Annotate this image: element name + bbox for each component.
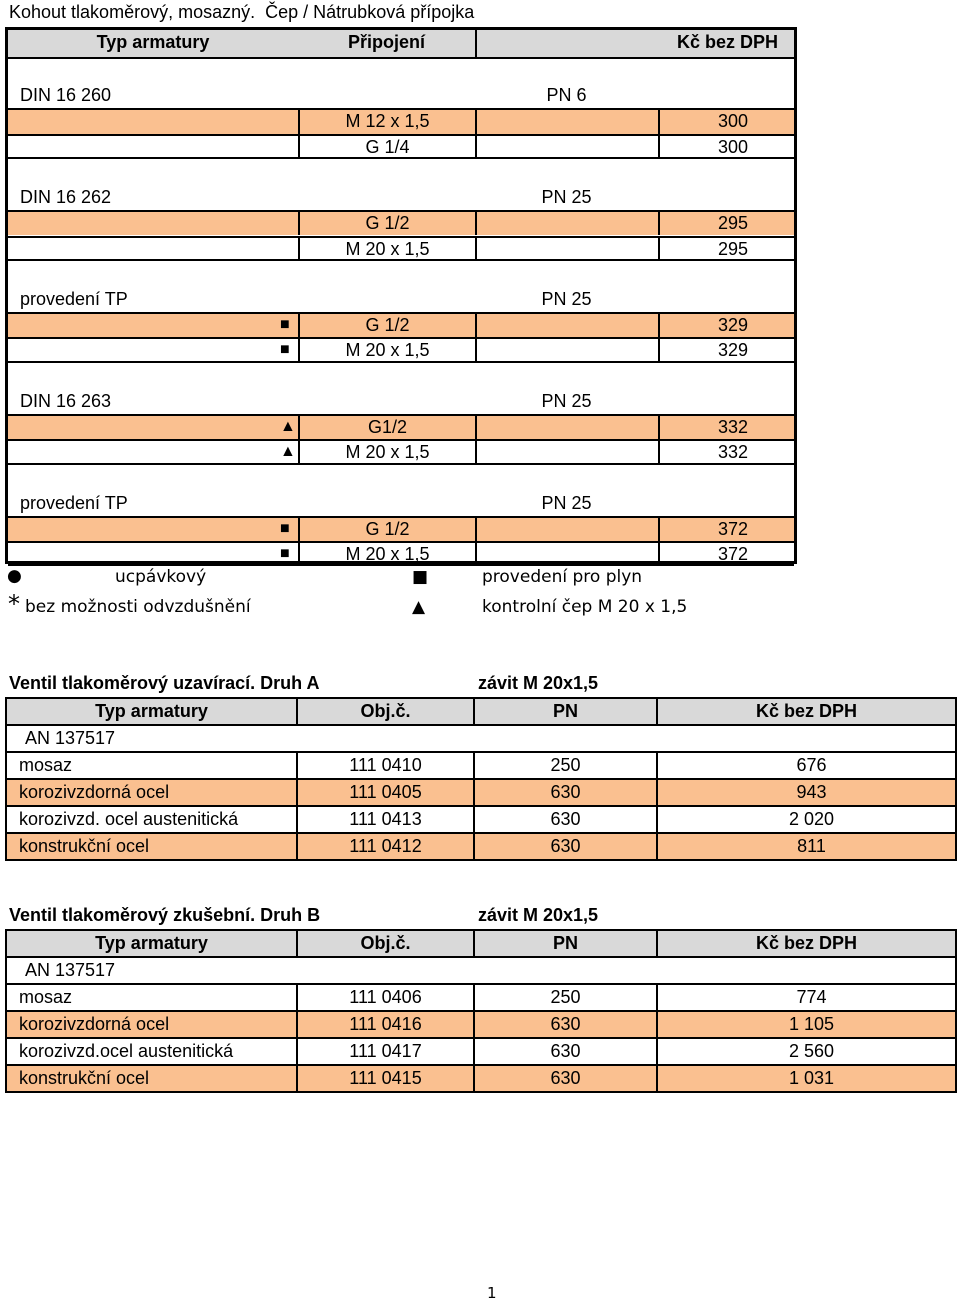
header-connection: Připojení [347, 32, 425, 52]
cell-pn: 630 [475, 1066, 658, 1091]
row-marker: ■ [280, 519, 290, 537]
cell-type: mosaz [7, 753, 298, 778]
divider [475, 543, 477, 564]
table-row [8, 312, 794, 337]
header-price: Kč bez DPH [676, 32, 778, 52]
group-row [8, 287, 794, 312]
table-row [8, 337, 794, 362]
cell-price: 1 105 [788, 1014, 835, 1034]
group-pn: PN 25 [541, 186, 592, 207]
table-row [8, 134, 794, 159]
table-row [8, 236, 794, 261]
table-row [8, 541, 794, 566]
group-pn: PN 25 [541, 288, 592, 309]
cell-price: 943 [796, 782, 827, 802]
cell-price: 1 031 [788, 1068, 835, 1088]
divider [475, 212, 477, 235]
section-thread-a: závit M 20x1,5 [478, 673, 599, 693]
row-connection: G 1/2 [365, 518, 410, 539]
table-row [8, 108, 794, 133]
group-name: DIN 16 260 [20, 85, 112, 105]
row-marker: ■ [280, 316, 290, 334]
cell-type: konstrukční ocel [7, 834, 298, 859]
group-name: DIN 16 262 [20, 186, 112, 207]
cell-obj: 111 0416 [298, 1012, 475, 1037]
group-row [8, 491, 794, 516]
header-cell: Typ armatury [7, 699, 298, 724]
section-title-b: Ventil tlakoměrový zkušební. Druh B [9, 905, 321, 925]
group-name: provedení TP [20, 492, 128, 513]
row-price: 329 [717, 315, 748, 336]
cell-price: 811 [797, 836, 826, 856]
legend-dot-symbol: ● [7, 566, 22, 586]
header-type: Typ armatury [96, 32, 210, 52]
cell-obj: 111 0410 [298, 753, 475, 778]
divider [475, 339, 477, 360]
group-row [7, 726, 955, 753]
group-pn: PN 6 [546, 85, 587, 105]
header-cell: Typ armatury [7, 931, 298, 956]
table-row [7, 807, 955, 834]
cell-obj: 111 0406 [298, 985, 475, 1010]
group-label: AN 137517 [25, 960, 116, 980]
price-table-connections [5, 27, 797, 564]
table-row [7, 985, 955, 1012]
table-row [7, 753, 955, 780]
cell-type: mosaz [7, 985, 298, 1010]
legend-triangle-text: kontrolní čep M 20 x 1,5 [482, 597, 688, 617]
table-row [8, 414, 794, 439]
cell-obj: 111 0412 [298, 834, 475, 859]
table-row [7, 834, 955, 859]
cell-obj: 111 0415 [298, 1066, 475, 1091]
row-marker: ■ [280, 545, 290, 563]
cell-type: korozivzd.ocel austenitická [7, 1039, 298, 1064]
divider [475, 30, 477, 57]
cell-type: korozivzd. ocel austenitická [7, 807, 298, 832]
row-connection: G1/2 [367, 417, 408, 437]
group-pn: PN 25 [541, 492, 592, 513]
valve-table-a [5, 697, 957, 861]
row-marker: ▲ [280, 443, 296, 461]
legend-star-text: bez možnosti odvzdušnění [25, 597, 251, 617]
row-connection: M 12 x 1,5 [345, 111, 430, 132]
cell-pn: 250 [475, 985, 658, 1010]
row-price: 300 [717, 136, 748, 157]
row-marker: ■ [280, 341, 290, 359]
divider [475, 110, 477, 133]
table-header [7, 931, 955, 958]
row-price: 295 [717, 213, 748, 234]
divider [475, 238, 477, 259]
cell-pn: 630 [475, 807, 658, 832]
header-cell: PN [475, 699, 658, 724]
row-price: 300 [717, 111, 748, 132]
cell-obj: 111 0413 [298, 807, 475, 832]
divider [475, 136, 477, 157]
cell-pn: 630 [475, 1012, 658, 1037]
legend-star-symbol: * [8, 590, 20, 618]
table-header [7, 699, 955, 726]
header-cell: Obj.č. [298, 699, 475, 724]
group-pn: PN 25 [541, 390, 592, 411]
cell-price: 774 [796, 987, 827, 1007]
row-marker: ▲ [280, 418, 296, 435]
table-row [8, 439, 794, 464]
header-cell: PN [475, 931, 658, 956]
row-price: 295 [717, 238, 748, 259]
table-header [8, 30, 794, 59]
cell-price: 676 [796, 755, 827, 775]
cell-type: korozivzdorná ocel [7, 780, 298, 805]
row-connection: G 1/2 [365, 315, 410, 336]
group-row [8, 83, 794, 108]
header-cell: Kč bez DPH [755, 933, 858, 953]
cell-price: 2 020 [788, 809, 835, 829]
row-price: 332 [717, 442, 748, 463]
legend-square-symbol: ■ [412, 567, 429, 587]
cell-pn: 630 [475, 1039, 658, 1064]
group-row [8, 185, 794, 210]
cell-type: konstrukční ocel [7, 1066, 298, 1091]
row-price: 329 [717, 340, 748, 361]
group-name: provedení TP [20, 288, 128, 309]
page-title-main: Kohout tlakoměrový, mosazný. [9, 2, 256, 22]
row-price: 332 [717, 417, 748, 437]
table-row [7, 780, 955, 807]
row-connection: G 1/2 [365, 213, 410, 234]
row-price: 372 [717, 518, 748, 539]
page-number: 1 [487, 1284, 497, 1302]
divider [475, 441, 477, 462]
header-cell: Kč bez DPH [755, 701, 858, 721]
table-row [7, 1039, 955, 1066]
row-connection: G 1/4 [365, 136, 410, 157]
group-row [8, 389, 794, 414]
row-price: 372 [717, 544, 748, 565]
group-name: DIN 16 263 [20, 390, 112, 411]
row-connection: M 20 x 1,5 [345, 544, 430, 565]
divider [475, 416, 477, 439]
cell-price: 2 560 [788, 1041, 835, 1061]
section-thread-b: závit M 20x1,5 [478, 905, 599, 925]
group-label: AN 137517 [25, 728, 116, 748]
cell-obj: 111 0405 [298, 780, 475, 805]
page-title [9, 2, 474, 23]
header-cell: Obj.č. [298, 931, 475, 956]
table-row [7, 1012, 955, 1039]
divider [475, 518, 477, 541]
section-title-a: Ventil tlakoměrový uzavírací. Druh A [9, 673, 320, 693]
group-row [7, 958, 955, 985]
legend-triangle-symbol: ▲ [412, 597, 426, 617]
table-row [8, 516, 794, 541]
valve-table-b [5, 929, 957, 1093]
table-row [7, 1066, 955, 1091]
cell-pn: 250 [475, 753, 658, 778]
cell-pn: 630 [475, 834, 658, 859]
legend-dot-text: ucpávkový [115, 567, 207, 587]
page-title-sub: Čep / Nátrubková přípojka [265, 2, 475, 22]
cell-obj: 111 0417 [298, 1039, 475, 1064]
divider [475, 314, 477, 337]
row-connection: M 20 x 1,5 [345, 340, 430, 361]
cell-type: korozivzdorná ocel [7, 1012, 298, 1037]
legend-square-text: provedení pro plyn [482, 567, 643, 587]
row-connection: M 20 x 1,5 [345, 442, 430, 463]
row-connection: M 20 x 1,5 [345, 238, 430, 259]
cell-pn: 630 [475, 780, 658, 805]
table-row [8, 210, 794, 235]
